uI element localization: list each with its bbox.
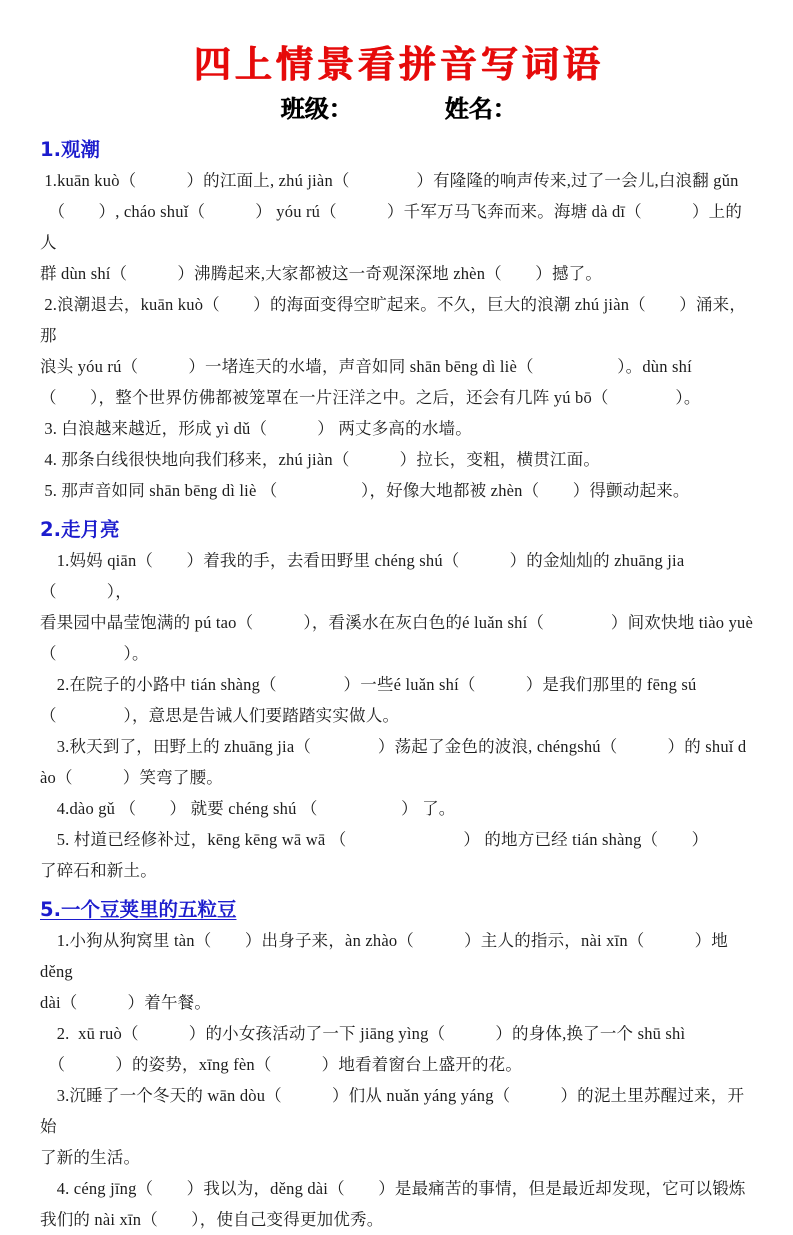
text-line: 群 dùn shí（ ）沸腾起来,大家都被这一奇观深深地 zhèn（ ）撼了。: [40, 264, 603, 283]
text-line: 1.妈妈 qiān（ ）着我的手，去看田野里 chéng shú（ ）的金灿灿的 zhuāng jia（ ），: [40, 551, 685, 601]
text-line: 3.沉睡了一个冬天的 wān dòu（ ）们从 nuǎn yáng yáng（ ）的泥土里苏醒过来，开始: [40, 1086, 745, 1136]
section-zouyueliang: [40, 515, 757, 886]
text-line: 3.秋天到了，田野上的 zhuāng jia（ ）荡起了金色的波浪, chéngshú（ ）的 shuǐ d: [40, 737, 747, 756]
section-doujia: [40, 895, 757, 1235]
name-label: 姓名：: [444, 95, 517, 123]
text-line: （ ），意思是告诫人们要踏踏实实做人。: [40, 706, 400, 725]
section-heading: 5.一个豆荚里的五粒豆: [40, 898, 237, 921]
text-line: 4. céng jīng（ ）我以为，děng dài（ ）是最痛苦的事情，但是最近却发现，它可以锻炼: [40, 1179, 746, 1198]
text-line: 看果园中晶莹饱满的 pú tao（ ），看溪水在灰白色的é luǎn shí（ ）间欢快地 tiào yuè: [40, 613, 754, 632]
text-line: （ ），整个世界仿佛都被笼罩在一片汪洋之中。之后，还会有几阵 yú bō（ ）。: [40, 388, 701, 407]
text-line: 1.小狗从狗窝里 tàn（ ）出身子来，àn zhào（ ）主人的指示，nài xīn（ ）地 děng: [40, 931, 733, 981]
text-line: 我们的 nài xīn（ ），使自己变得更加优秀。: [40, 1210, 384, 1229]
text-line: 4.dào gǔ （ ） 就要 chéng shú （ ） 了。: [40, 799, 456, 818]
section-guanchao: [40, 135, 757, 506]
text-line: 4. 那条白线很快地向我们移来，zhú jiàn（ ）拉长，变粗，横贯江面。: [40, 450, 601, 469]
text-line: dài（ ）着午餐。: [40, 993, 212, 1012]
text-line: （ ）的姿势，xīng fèn（ ）地看着窗台上盛开的花。: [40, 1055, 523, 1074]
section-heading: 1.观潮: [40, 138, 100, 161]
text-line: 5. 村道已经修补过，kēng kēng wā wā （ ） 的地方已经 tián shàng（ ）: [40, 830, 709, 849]
text-line: 浪头 yóu rú（ ）一堵连天的水墙，声音如同 shān bēng dì liè（ ）。dùn shí: [40, 357, 692, 376]
text-line: 2.浪潮退去，kuān kuò（ ）的海面变得空旷起来。不久，巨大的浪潮 zhú jiàn（ ）涌来，那: [40, 295, 747, 345]
text-line: （ ）, cháo shuǐ（ ） yóu rú（ ）千军万马飞奔而来。海塘 dà dī（ ）上的人: [40, 202, 743, 252]
text-line: 了新的生活。: [40, 1148, 141, 1167]
text-line: 3. 白浪越来越近，形成 yì dǔ（ ） 两丈多高的水墙。: [40, 419, 472, 438]
section-heading: 2.走月亮: [40, 518, 120, 541]
class-label: 班级：: [280, 95, 353, 123]
text-line: （ ）。: [40, 644, 149, 663]
text-line: 2. xū ruò（ ）的小女孩活动了一下 jiāng yìng（ ）的身体,换了一个 shū shì: [40, 1024, 686, 1043]
page-title: 四上情景看拼音写词语: [193, 43, 604, 86]
text-line: 了碎石和新土。: [40, 861, 157, 880]
text-line: 1.kuān kuò（ ）的江面上, zhú jiàn（ ）有隆隆的响声传来,过了一会儿,白浪翻 gǔn: [40, 171, 739, 190]
text-line: 5. 那声音如同 shān bēng dì liè （ ），好像大地都被 zhèn（ ）得颤动起来。: [40, 481, 690, 500]
text-line: ào（ ）笑弯了腰。: [40, 768, 223, 787]
text-line: 2.在院子的小路中 tián shàng（ ）一些é luǎn shí（ ）是我们那里的 fēng sú: [40, 675, 697, 694]
class-name-row: [40, 92, 757, 126]
